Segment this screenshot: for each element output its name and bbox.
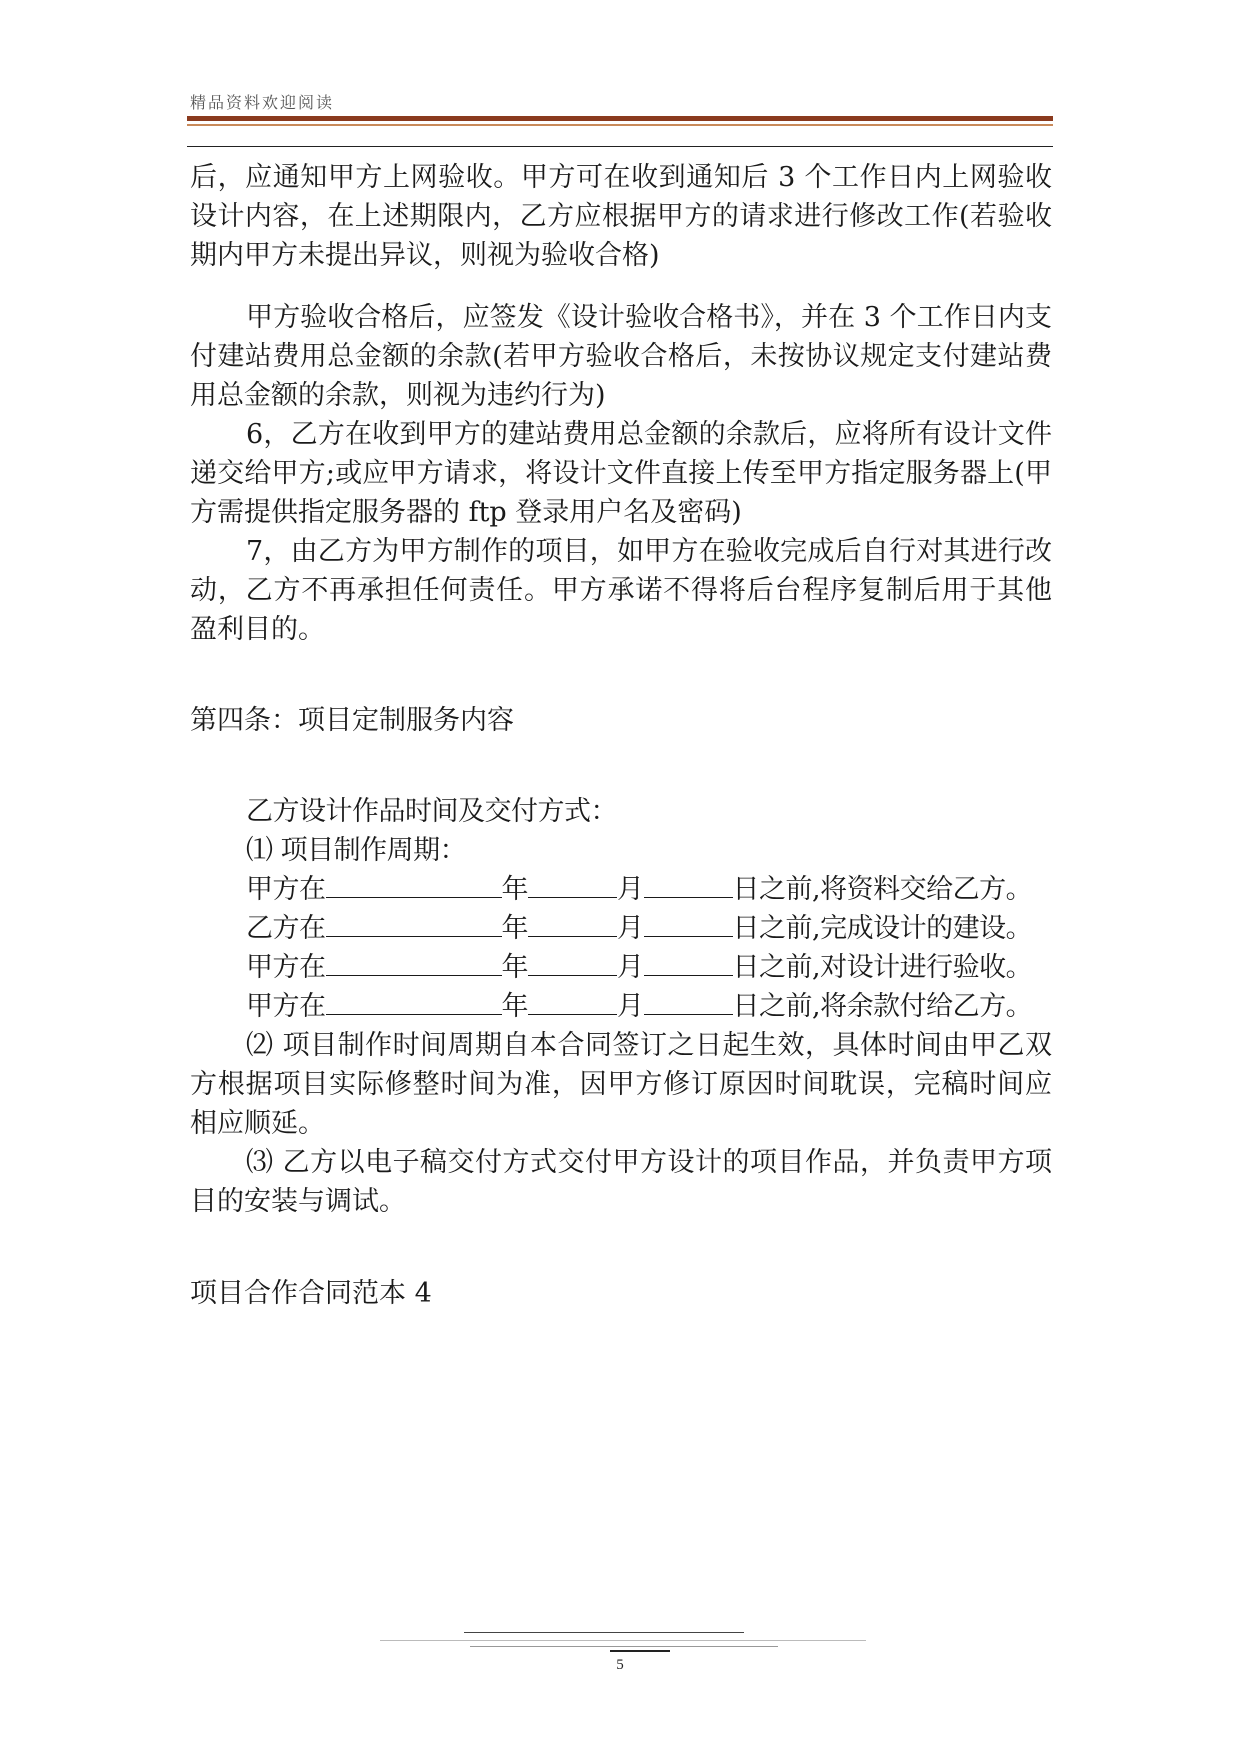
year-label: 年 bbox=[501, 874, 528, 905]
year-label: 年 bbox=[501, 991, 528, 1022]
party-label: 甲方在 bbox=[246, 952, 326, 983]
month-blank[interactable] bbox=[528, 875, 617, 898]
next-contract-title: 项目合作合同范本 4 bbox=[190, 1278, 432, 1309]
year-label: 年 bbox=[501, 913, 528, 944]
item-3-paragraph: ⑶ 乙方以电子稿交付方式交付甲方设计的项目作品，并负责甲方项目的安装与调试。 bbox=[190, 1147, 1052, 1217]
schedule-line bbox=[246, 909, 1052, 948]
month-blank[interactable] bbox=[528, 992, 617, 1015]
header-rule-thick bbox=[187, 116, 1053, 121]
month-label: 月 bbox=[617, 913, 644, 944]
schedule-intro: 乙方设计作品时间及交付方式： bbox=[246, 796, 617, 827]
year-blank[interactable] bbox=[326, 992, 502, 1015]
schedule-line bbox=[246, 870, 1052, 909]
schedule-line bbox=[246, 948, 1052, 987]
paragraph-acceptance-notice: 后，应通知甲方上网验收。甲方可在收到通知后 3 个工作日内上网验收设计内容，在上述期限内，乙方应根据甲方的请求进行修改工作(若验收期内甲方未提出异议，则视为验收合格) bbox=[190, 162, 1052, 271]
year-label: 年 bbox=[501, 952, 528, 983]
day-blank[interactable] bbox=[644, 875, 733, 898]
footer-rule bbox=[380, 1640, 866, 1641]
year-blank[interactable] bbox=[326, 875, 502, 898]
day-blank[interactable] bbox=[644, 992, 733, 1015]
footer-rule bbox=[470, 1646, 778, 1647]
party-label: 乙方在 bbox=[246, 913, 326, 944]
action-text: 日之前,完成设计的建设。 bbox=[732, 913, 1033, 944]
header-rule-thin bbox=[187, 124, 1053, 126]
footer-rule bbox=[610, 1650, 670, 1652]
day-blank[interactable] bbox=[644, 953, 733, 976]
month-blank[interactable] bbox=[528, 914, 617, 937]
action-text: 日之前,对设计进行验收。 bbox=[732, 952, 1033, 983]
paragraph-clause-7: 7，由乙方为甲方制作的项目，如甲方在验收完成后自行对其进行改动，乙方不再承担任何责任。甲方承诺不得将后台程序复制后用于其他盈利目的。 bbox=[190, 536, 1052, 645]
footer-rule bbox=[464, 1632, 744, 1633]
party-label: 甲方在 bbox=[246, 874, 326, 905]
paragraph-clause-6: 6，乙方在收到甲方的建站费用总金额的余款后，应将所有设计文件递交给甲方;或应甲方请求，将设计文件直接上传至甲方指定服务器上(甲方需提供指定服务器的 ftp 登录用户名及密码) bbox=[190, 419, 1052, 528]
section-title: 第四条：项目定制服务内容 bbox=[190, 705, 514, 736]
month-blank[interactable] bbox=[528, 953, 617, 976]
document-body bbox=[190, 158, 1052, 1313]
month-label: 月 bbox=[617, 874, 644, 905]
top-divider bbox=[187, 146, 1053, 147]
header-title: 精品资料欢迎阅读 bbox=[190, 93, 335, 112]
party-label: 甲方在 bbox=[246, 991, 326, 1022]
month-label: 月 bbox=[617, 952, 644, 983]
schedule-block bbox=[190, 792, 1052, 1026]
page-number: 5 bbox=[616, 1657, 624, 1673]
paragraph-acceptance-payment: 甲方验收合格后，应签发《设计验收合格书》，并在 3 个工作日内支付建站费用总金额的余款(若甲方验收合格后，未按协议规定支付建站费用总金额的余款，则视为违约行为) bbox=[190, 302, 1052, 411]
action-text: 日之前,将余款付给乙方。 bbox=[732, 991, 1033, 1022]
schedule-line bbox=[246, 987, 1052, 1026]
item-1-label: ⑴ 项目制作周期： bbox=[246, 835, 467, 866]
year-blank[interactable] bbox=[326, 914, 502, 937]
month-label: 月 bbox=[617, 991, 644, 1022]
item-2-paragraph: ⑵ 项目制作时间周期自本合同签订之日起生效，具体时间由甲乙双方根据项目实际修整时间为准，因甲方修订原因时间耽误，完稿时间应相应顺延。 bbox=[190, 1030, 1052, 1139]
year-blank[interactable] bbox=[326, 953, 502, 976]
day-blank[interactable] bbox=[644, 914, 733, 937]
action-text: 日之前,将资料交给乙方。 bbox=[732, 874, 1033, 905]
